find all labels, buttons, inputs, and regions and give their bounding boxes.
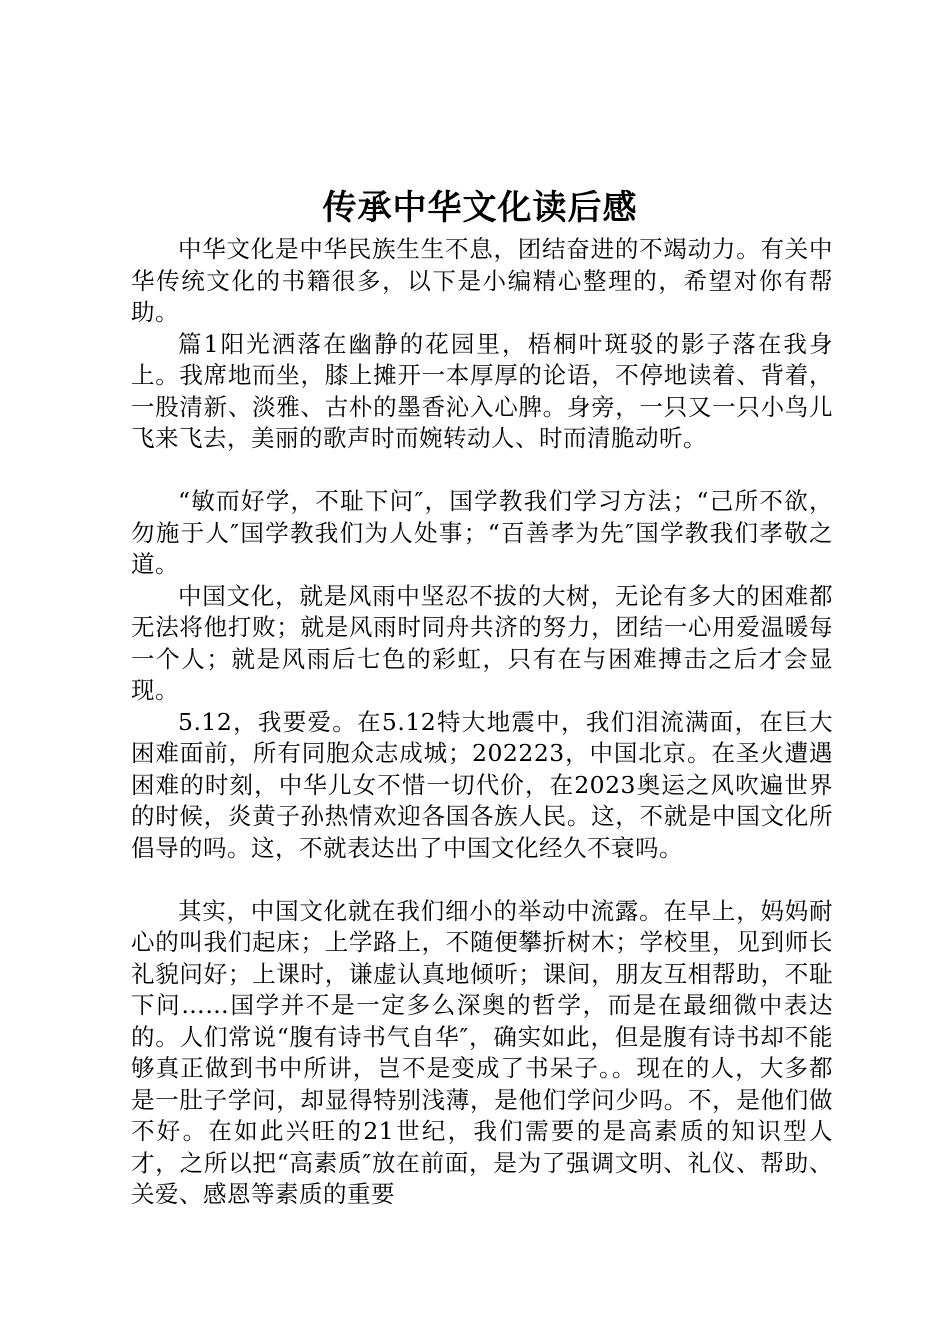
paragraph-intro: 中华文化是中华民族生生不息，团结奋进的不竭动力。有关中华传统文化的书籍很多，以下是小编精心整理的，希望对你有帮助。 xyxy=(131,235,833,326)
paragraph-spacer xyxy=(131,864,833,896)
paragraph-spacer xyxy=(131,455,833,487)
paragraph-guoxue: “敏而好学，不耻下问″，国学教我们学习方法；“己所不欲，勿施于人″国学教我们为人处事；“百善孝为先″国学教我们孝敬之道。 xyxy=(131,487,833,578)
paragraph-daily-life: 其实，中国文化就在我们细小的举动中流露。在早上，妈妈耐心的叫我们起床；上学路上，不随便攀折树木；学校里，见到师长礼貌问好；上课时，谦虚认真地倾听；课间，朋友互相帮助，不耻下问……国学并不是一定多么深奥的哲学，而是在最细微中表达的。人们常说“腹有诗书气自华″，确实如此，但是腹有诗书却不能够真正做到书中所讲，岂不是变成了书呆子。。现在的人，大多都是一肚子学问，却显得特别浅薄，是他们学问少吗。不，是他们做不好。在如此兴旺的21世纪，我们需要的是高素质的知识型人才，之所以把“高素质″放在前面，是为了强调文明、礼仪、帮助、关爱、感恩等素质的重要 xyxy=(131,896,833,1208)
document-body xyxy=(131,234,833,1211)
paragraph-culture-tree: 中国文化，就是风雨中坚忍不拔的大树，无论有多大的困难都无法将他打败；就是风雨时同舟共济的努力，团结一心用爱温暖每一个人；就是风雨后七色的彩虹，只有在与困难搏击之后才会显现。 xyxy=(131,581,833,704)
paragraph-earthquake: 5.12，我要爱。在5.12特大地震中，我们泪流满面，在巨大困难面前，所有同胞众志成城；202223，中国北京。在圣火遭遇困难的时刻，中华儿女不惜一切代价，在2023奥运之风吹遍世界的时候，炎黄子孙热情欢迎各国各族人民。这，不就是中国文化所倡导的吗。这，不就表达出了中国文化经久不衰吗。 xyxy=(131,707,833,862)
document-title: 传承中华文化读后感 xyxy=(322,188,638,228)
paragraph-garden: 篇1阳光洒落在幽静的花园里，梧桐叶斑驳的影子落在我身上。我席地而坐，膝上摊开一本厚厚的论语，不停地读着、背着，一股清新、淡雅、古朴的墨香沁入心脾。身旁，一只又一只小鸟儿飞来飞去，美丽的歌声时而婉转动人、时而清脆动听。 xyxy=(131,329,833,452)
